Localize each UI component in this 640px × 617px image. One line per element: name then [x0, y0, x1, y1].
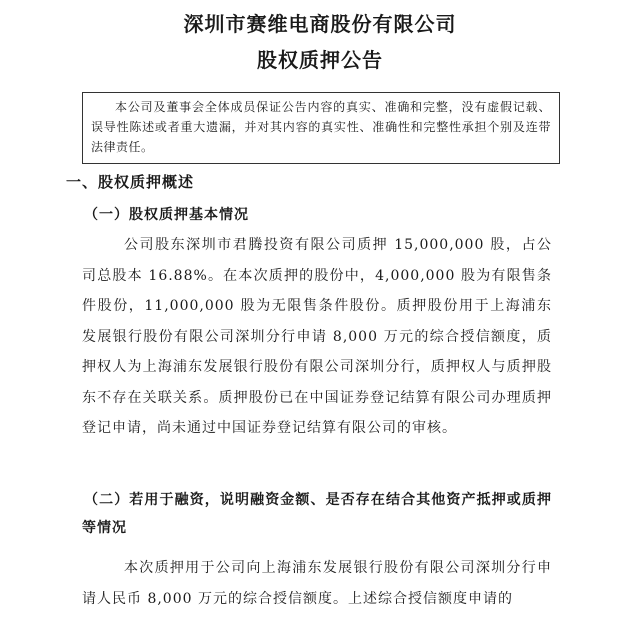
- subsection-2-heading: （二）若用于融资，说明融资金额、是否存在结合其他资产抵押或质押等情况: [82, 492, 552, 536]
- subsection-2-paragraph: 本次质押用于公司向上海浦东发展银行股份有限公司深圳分行申请人民币 8,000 万元的综合授信额度。上述综合授信额度申请的: [82, 560, 552, 607]
- section-1-heading: 一、股权质押概述: [66, 173, 195, 191]
- document-title: 股权质押公告: [257, 48, 383, 72]
- subsection-1-heading: （一）股权质押基本情况: [84, 207, 249, 223]
- disclaimer-notice-box: 本公司及董事会全体成员保证公告内容的真实、准确和完整，没有虚假记载、误导性陈述或者重大遗漏，并对其内容的真实性、准确性和完整性承担个别及连带法律责任。: [82, 92, 560, 164]
- company-title: 深圳市赛维电商股份有限公司: [183, 12, 457, 36]
- subsection-1-paragraph: 公司股东深圳市君腾投资有限公司质押 15,000,000 股，占公司总股本 16.88%。在本次质押的股份中，4,000,000 股为有限售条件股份，11,000,000 股为无限售条件股份。质押股份用于上海浦东发展银行股份有限公司深圳分行申请 8,000 万元的综合授信额度，质押权人为上海浦东发展银行股份有限公司深圳分行，质押权人与质押股东不存在关联关系。质押股份已在中国证券登记结算有限公司办理质押登记申请，尚未通过中国证券登记结算有限公司的审核。: [82, 237, 552, 436]
